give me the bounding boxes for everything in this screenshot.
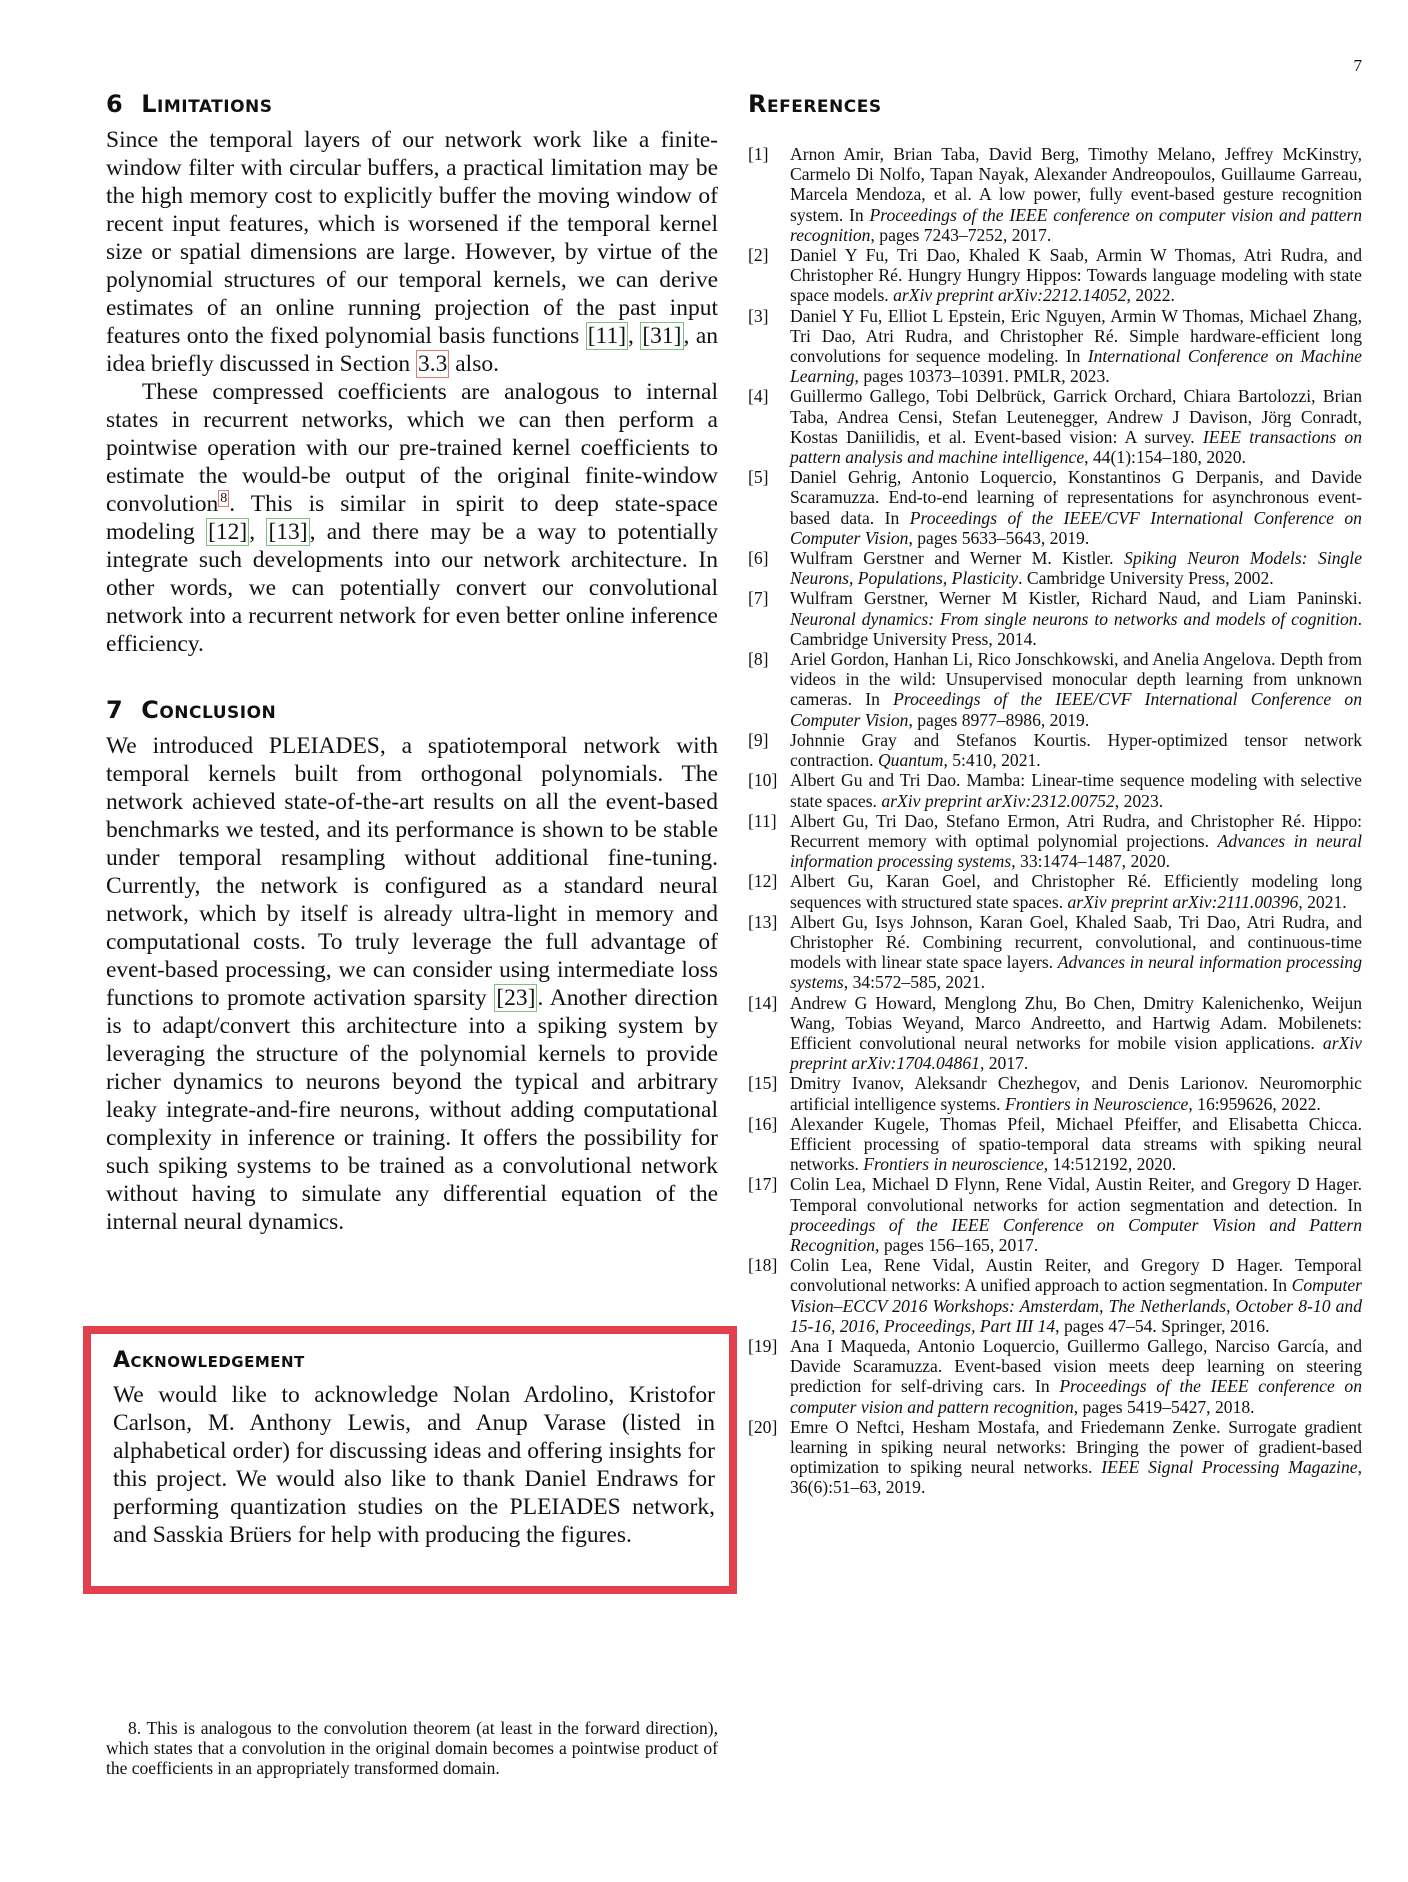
reference-number: [4] bbox=[748, 386, 769, 407]
reference-details: , 2021. bbox=[1298, 891, 1347, 912]
section-number: 7 bbox=[106, 696, 124, 724]
reference-authors-title: Albert Gu and Tri Dao. Mamba: Linear-time sequence modeling with selective state spaces. bbox=[790, 770, 1362, 811]
references-heading bbox=[748, 90, 1362, 118]
reference-venue: proceedings of the IEEE Conference on Computer Vision and Pattern Recognition bbox=[790, 1214, 1362, 1255]
reference-item bbox=[748, 1114, 1362, 1175]
page-number: 7 bbox=[1353, 56, 1362, 75]
reference-venue: Frontiers in neuroscience bbox=[863, 1154, 1044, 1175]
reference-venue: Advances in neural information processing systems bbox=[790, 830, 1362, 872]
reference-venue: Advances in neural information processing systems bbox=[790, 952, 1363, 993]
reference-authors-title: Wulfram Gerstner, Werner M Kistler, Richard Naud, and Liam Paninski. bbox=[790, 588, 1362, 609]
text-run: . Another direction is to adapt/convert this architecture into a spiking system by leveraging the structure of the polynomial kernels to provide richer dynamics to neurons beyond the typical and arbitrary leaky integrate-and-fire neurons, without adding computational complexity in inference or training. It offers the possibility for such spiking systems to be trained as a convolutional network without having to simulate any differential equation of the internal neural dynamics. bbox=[106, 985, 718, 1235]
acknowledgement-highlight-box bbox=[83, 1326, 737, 1594]
reference-text bbox=[790, 1336, 1362, 1417]
reference-details: , 36(6):51–63, 2019. bbox=[790, 1457, 1362, 1498]
reference-text bbox=[790, 144, 1362, 245]
reference-item bbox=[748, 1336, 1362, 1417]
reference-item bbox=[748, 548, 1362, 588]
limitations-heading bbox=[106, 90, 718, 118]
reference-authors-title: Wulfram Gerstner and Werner M. Kistler. bbox=[790, 548, 1125, 569]
text-run: , bbox=[628, 323, 641, 349]
reference-text bbox=[790, 730, 1362, 770]
reference-venue: Proceedings of the IEEE/CVF International Conference on Computer Vision bbox=[790, 689, 1362, 730]
reference-text bbox=[790, 1255, 1362, 1336]
reference-item bbox=[748, 871, 1362, 911]
reference-details: , 2023. bbox=[1114, 790, 1164, 811]
text-run: We introduced PLEIADES, a spatiotemporal network with temporal kernels built from orthogonal polynomials. The network achieved state-of-the-art results on all the event-based benchmarks we tested, and its performance is shown to be stable under temporal resampling without additional fine-tuning. Currently, the network is configured as a standard neural network, which by itself is already ultra-light in memory and computational costs. To truly leverage the full advantage of event-based processing, we can consider using intermediate loss functions to promote activation sparsity bbox=[106, 733, 718, 1011]
reference-authors-title: Daniel Y Fu, Elliot L Epstein, Eric Nguyen, Armin W Thomas, Michael Zhang, Tri Dao, Atri Rudra, and Christopher Ré. Simple hardware-efficient long convolutions for sequence modeling. In bbox=[790, 305, 1362, 367]
citation-link[interactable]: [11] bbox=[587, 323, 627, 349]
reference-number: [17] bbox=[748, 1174, 778, 1195]
reference-authors-title: Ariel Gordon, Hanhan Li, Rico Jonschkowski, and Anelia Angelova. Depth from videos in the wild: Unsupervised monocular depth learning from unknown cameras. In bbox=[790, 649, 1362, 710]
limitations-paragraph-2 bbox=[106, 378, 718, 658]
reference-number: [9] bbox=[748, 729, 769, 750]
citation-link[interactable]: [31] bbox=[642, 323, 682, 349]
reference-text bbox=[790, 1417, 1362, 1498]
reference-details: , pages 10373–10391. PMLR, 2023. bbox=[854, 366, 1110, 387]
reference-item bbox=[748, 467, 1362, 548]
reference-authors-title: Ana I Maqueda, Antonio Loquercio, Guillermo Gallego, Narciso García, and Davide Scaramuzza. Event-based vision meets deep learning on steering prediction for self-driving cars. In bbox=[790, 1335, 1362, 1397]
reference-number: [6] bbox=[748, 548, 769, 569]
reference-authors-title: Albert Gu, Karan Goel, and Christopher Ré. Efficiently modeling long sequences with structured state spaces. bbox=[790, 871, 1362, 912]
section-number: 6 bbox=[106, 90, 124, 118]
section-title: References bbox=[748, 90, 882, 118]
reference-item bbox=[748, 993, 1362, 1074]
reference-number: [13] bbox=[748, 911, 778, 932]
reference-details: . Cambridge University Press, 2014. bbox=[790, 608, 1362, 649]
reference-text bbox=[790, 386, 1362, 467]
reference-number: [11] bbox=[748, 810, 777, 831]
reference-details: . Cambridge University Press, 2002. bbox=[1018, 568, 1274, 589]
reference-number: [1] bbox=[748, 144, 769, 164]
conclusion-paragraph bbox=[106, 732, 718, 1236]
reference-item bbox=[748, 1255, 1362, 1336]
reference-venue: Frontiers in Neuroscience bbox=[1004, 1093, 1189, 1114]
citation-link[interactable]: [12] bbox=[208, 519, 248, 545]
reference-number: [19] bbox=[748, 1335, 778, 1356]
reference-number: [16] bbox=[748, 1113, 778, 1134]
reference-number: [18] bbox=[748, 1255, 778, 1276]
reference-number: [2] bbox=[748, 245, 769, 266]
acknowledgement-heading: Acknowledgement bbox=[113, 1348, 305, 1373]
reference-authors-title: Daniel Y Fu, Tri Dao, Khaled K Saab, Armin W Thomas, Atri Rudra, and Christopher Ré. Hungry Hungry Hippos: Towards language modeling with state space models. bbox=[790, 245, 1362, 306]
text-run: , an idea briefly discussed in Section bbox=[106, 323, 718, 377]
section-spacer bbox=[106, 658, 718, 696]
section-link[interactable]: 3.3 bbox=[418, 351, 448, 377]
reference-details: , pages 8977–8986, 2019. bbox=[908, 709, 1090, 730]
acknowledgement-text: We would like to acknowledge Nolan Ardolino, Kristofor Carlson, M. Anthony Lewis, and Anup Varase (listed in alphabetical order) for discussing ideas and offering insights for this project. We would also like to thank Daniel Endraws for performing quantization studies on the PLEIADES network, and Sasskia Brüers for help with producing the figures. bbox=[113, 1382, 715, 1548]
reference-authors-title: Colin Lea, Michael D Flynn, Rene Vidal, Austin Reiter, and Gregory D Hager. Temporal convolutional networks for action segmentation and detection. In bbox=[790, 1174, 1362, 1215]
reference-venue: Spiking Neuron Models: Single Neurons, Populations, Plasticity bbox=[790, 548, 1363, 589]
limitations-paragraph-1 bbox=[106, 126, 718, 378]
reference-authors-title: Colin Lea, Rene Vidal, Austin Reiter, and Gregory D Hager. Temporal convolutional networks: A unified approach to action segmentation. In bbox=[790, 1255, 1362, 1296]
reference-text bbox=[790, 588, 1362, 649]
text-run: These compressed coefficients are analogous to internal states in recurrent networks, which we can then perform a pointwise operation with our pre-trained kernel coefficients to estimate the would-be output of the original finite-window convolution bbox=[106, 379, 718, 517]
reference-item bbox=[748, 1417, 1362, 1498]
reference-authors-title: Alexander Kugele, Thomas Pfeil, Michael Pfeiffer, and Elisabetta Chicca. Efficient processing of spatio-temporal data streams with spiking neural networks. bbox=[790, 1113, 1362, 1175]
footnote bbox=[106, 1718, 718, 1778]
left-column bbox=[106, 90, 718, 1236]
reference-details: , 14:512192, 2020. bbox=[1043, 1154, 1177, 1175]
reference-authors-title: Emre O Neftci, Hesham Mostafa, and Friedemann Zenke. Surrogate gradient learning in spiking neural networks: Bringing the power of gradient-based optimization to spiking neural networks. bbox=[790, 1416, 1362, 1478]
reference-details: , pages 5419–5427, 2018. bbox=[1073, 1396, 1255, 1417]
reference-text bbox=[790, 548, 1362, 588]
reference-number: [10] bbox=[748, 770, 778, 791]
reference-authors-title: Albert Gu, Isys Johnson, Karan Goel, Khaled Saab, Tri Dao, Atri Rudra, and Christopher Ré. Combining recurrent, convolutional, and continuous-time models with linear state space layers. bbox=[790, 911, 1362, 973]
reference-details: , 2022. bbox=[1126, 285, 1175, 306]
reference-number: [20] bbox=[748, 1416, 778, 1437]
reference-details: , pages 156–165, 2017. bbox=[875, 1234, 1039, 1255]
reference-authors-title: Arnon Amir, Brian Taba, David Berg, Timothy Melano, Jeffrey McKinstry, Carmelo Di Nolfo, Tapan Nayak, Alexander Andreopoulos, Guillaume Garreau, Marcela Mendoza, et al. A low power, fully event-based gesture recognition system. In bbox=[790, 144, 1362, 225]
reference-authors-title: Dmitry Ivanov, Aleksandr Chezhegov, and Denis Larionov. Neuromorphic artificial intelligence systems. bbox=[790, 1073, 1362, 1114]
reference-details: , pages 7243–7252, 2017. bbox=[870, 224, 1052, 245]
citation-link[interactable]: [13] bbox=[268, 519, 308, 545]
reference-item bbox=[748, 730, 1362, 770]
footnote-link[interactable]: 8 bbox=[220, 491, 228, 507]
reference-venue: arXiv preprint arXiv:2212.14052 bbox=[893, 285, 1127, 306]
text-run: Since the temporal layers of our network work like a finite-window filter with circular buffers, a practical limitation may be the high memory cost to explicitly buffer the moving window of recent input features, which is worsened if the temporal kernel size or spatial dimensions are large. However, by virtue of the polynomial structures of our temporal kernels, we can derive estimates of an online running projection of the past input features onto the fixed polynomial basis functions bbox=[106, 127, 718, 349]
footnote-number: 8. bbox=[128, 1718, 142, 1738]
reference-list bbox=[748, 144, 1362, 1498]
reference-item bbox=[748, 770, 1362, 810]
reference-text bbox=[790, 912, 1362, 993]
reference-venue: Quantum bbox=[877, 750, 944, 771]
reference-details: , pages 47–54. Springer, 2016. bbox=[1055, 1315, 1270, 1336]
reference-venue: IEEE Signal Processing Magazine bbox=[1101, 1457, 1358, 1478]
reference-authors-title: Daniel Gehrig, Antonio Loquercio, Konstantinos G Derpanis, and Davide Scaramuzza. End-to-end learning of representations for asynchronous event-based data. In bbox=[790, 467, 1362, 528]
reference-text bbox=[790, 306, 1362, 387]
reference-text bbox=[790, 649, 1362, 730]
reference-venue: Proceedings of the IEEE conference on computer vision and pattern recognition bbox=[790, 1376, 1362, 1417]
reference-text bbox=[790, 467, 1362, 548]
section-title: Limitations bbox=[141, 90, 273, 118]
section-title: Conclusion bbox=[141, 696, 277, 724]
reference-item bbox=[748, 245, 1362, 306]
reference-details: , 44(1):154–180, 2020. bbox=[1084, 447, 1246, 468]
reference-venue: arXiv preprint arXiv:2312.00752 bbox=[881, 790, 1115, 811]
reference-number: [15] bbox=[748, 1073, 778, 1094]
reference-item bbox=[748, 912, 1362, 993]
reference-item bbox=[748, 306, 1362, 387]
reference-text bbox=[790, 245, 1362, 306]
reference-venue: International Conference on Machine Learning bbox=[790, 346, 1362, 387]
reference-venue: Neuronal dynamics: From single neurons to networks and models of cognition bbox=[790, 608, 1358, 629]
reference-details: , 33:1474–1487, 2020. bbox=[1011, 851, 1171, 872]
reference-authors-title: Andrew G Howard, Menglong Zhu, Bo Chen, Dmitry Kalenichenko, Weijun Wang, Tobias Weyand, Marco Andreetto, and Hartwig Adam. Mobilenets: Efficient convolutional neural networks for mobile vision applications. bbox=[790, 992, 1362, 1053]
reference-item bbox=[748, 144, 1362, 245]
reference-authors-title: Albert Gu, Tri Dao, Stefano Ermon, Atri Rudra, and Christopher Ré. Hippo: Recurrent memory with optimal polynomial projections. bbox=[790, 810, 1362, 851]
reference-number: [7] bbox=[748, 588, 769, 609]
reference-details: , 2017. bbox=[979, 1053, 1029, 1074]
text-run: also. bbox=[449, 351, 499, 377]
reference-details: , 34:572–585, 2021. bbox=[843, 972, 986, 993]
reference-venue: Proceedings of the IEEE conference on computer vision and pattern recognition bbox=[790, 204, 1362, 245]
text-run: , and there may be a way to potentially integrate such developments into our network architecture. In other words, we can potentially convert our convolutional network into a recurrent network for even better online inference efficiency. bbox=[106, 519, 718, 657]
reference-item bbox=[748, 811, 1362, 872]
reference-details: , 16:959626, 2022. bbox=[1188, 1093, 1321, 1114]
reference-venue: IEEE transactions on pattern analysis and machine intelligence bbox=[790, 426, 1362, 468]
reference-text bbox=[790, 811, 1362, 872]
reference-item bbox=[748, 1073, 1362, 1113]
reference-text bbox=[790, 1174, 1362, 1255]
reference-number: [5] bbox=[748, 467, 769, 488]
reference-item bbox=[748, 588, 1362, 649]
reference-details: , pages 5633–5643, 2019. bbox=[908, 527, 1090, 548]
references-column bbox=[748, 90, 1362, 1498]
reference-venue: Proceedings of the IEEE/CVF International Conference on Computer Vision bbox=[790, 507, 1362, 548]
text-run: , bbox=[249, 519, 267, 545]
text-run: . This is similar in spirit to deep state-space modeling bbox=[106, 491, 718, 545]
reference-text bbox=[790, 1114, 1362, 1175]
reference-number: [12] bbox=[748, 871, 778, 892]
reference-number: [14] bbox=[748, 992, 778, 1013]
citation-link[interactable]: [23] bbox=[496, 985, 536, 1011]
reference-authors-title: Johnnie Gray and Stefanos Kourtis. Hyper-optimized tensor network contraction. bbox=[790, 729, 1362, 771]
reference-venue: arXiv preprint arXiv:1704.04861 bbox=[790, 1032, 1362, 1074]
reference-text bbox=[790, 1073, 1362, 1113]
reference-number: [8] bbox=[748, 649, 769, 670]
reference-text bbox=[790, 770, 1362, 810]
reference-item bbox=[748, 386, 1362, 467]
reference-item bbox=[748, 1174, 1362, 1255]
reference-details: , 5:410, 2021. bbox=[943, 750, 1041, 771]
reference-venue: Computer Vision–ECCV 2016 Workshops: Amsterdam, The Netherlands, October 8-10 and 15-16, 2016, Proceedings, Part III 14 bbox=[790, 1275, 1362, 1336]
reference-text bbox=[790, 871, 1362, 911]
reference-venue: arXiv preprint arXiv:2111.00396 bbox=[1067, 891, 1299, 912]
reference-number: [3] bbox=[748, 305, 769, 326]
reference-authors-title: Guillermo Gallego, Tobi Delbrück, Garrick Orchard, Chiara Bartolozzi, Brian Taba, Andrea Censi, Stefan Leutenegger, Andrew J Davison, Jörg Conradt, Kostas Daniilidis, et al. Event-based vision: A survey. bbox=[790, 386, 1362, 447]
reference-text bbox=[790, 993, 1362, 1074]
reference-item bbox=[748, 649, 1362, 730]
footnote-text: This is analogous to the convolution theorem (at least in the forward direction), which states that a convolution in the original domain becomes a pointwise product of the coefficients in an appropriately transformed domain. bbox=[106, 1718, 719, 1778]
conclusion-heading bbox=[106, 696, 718, 724]
